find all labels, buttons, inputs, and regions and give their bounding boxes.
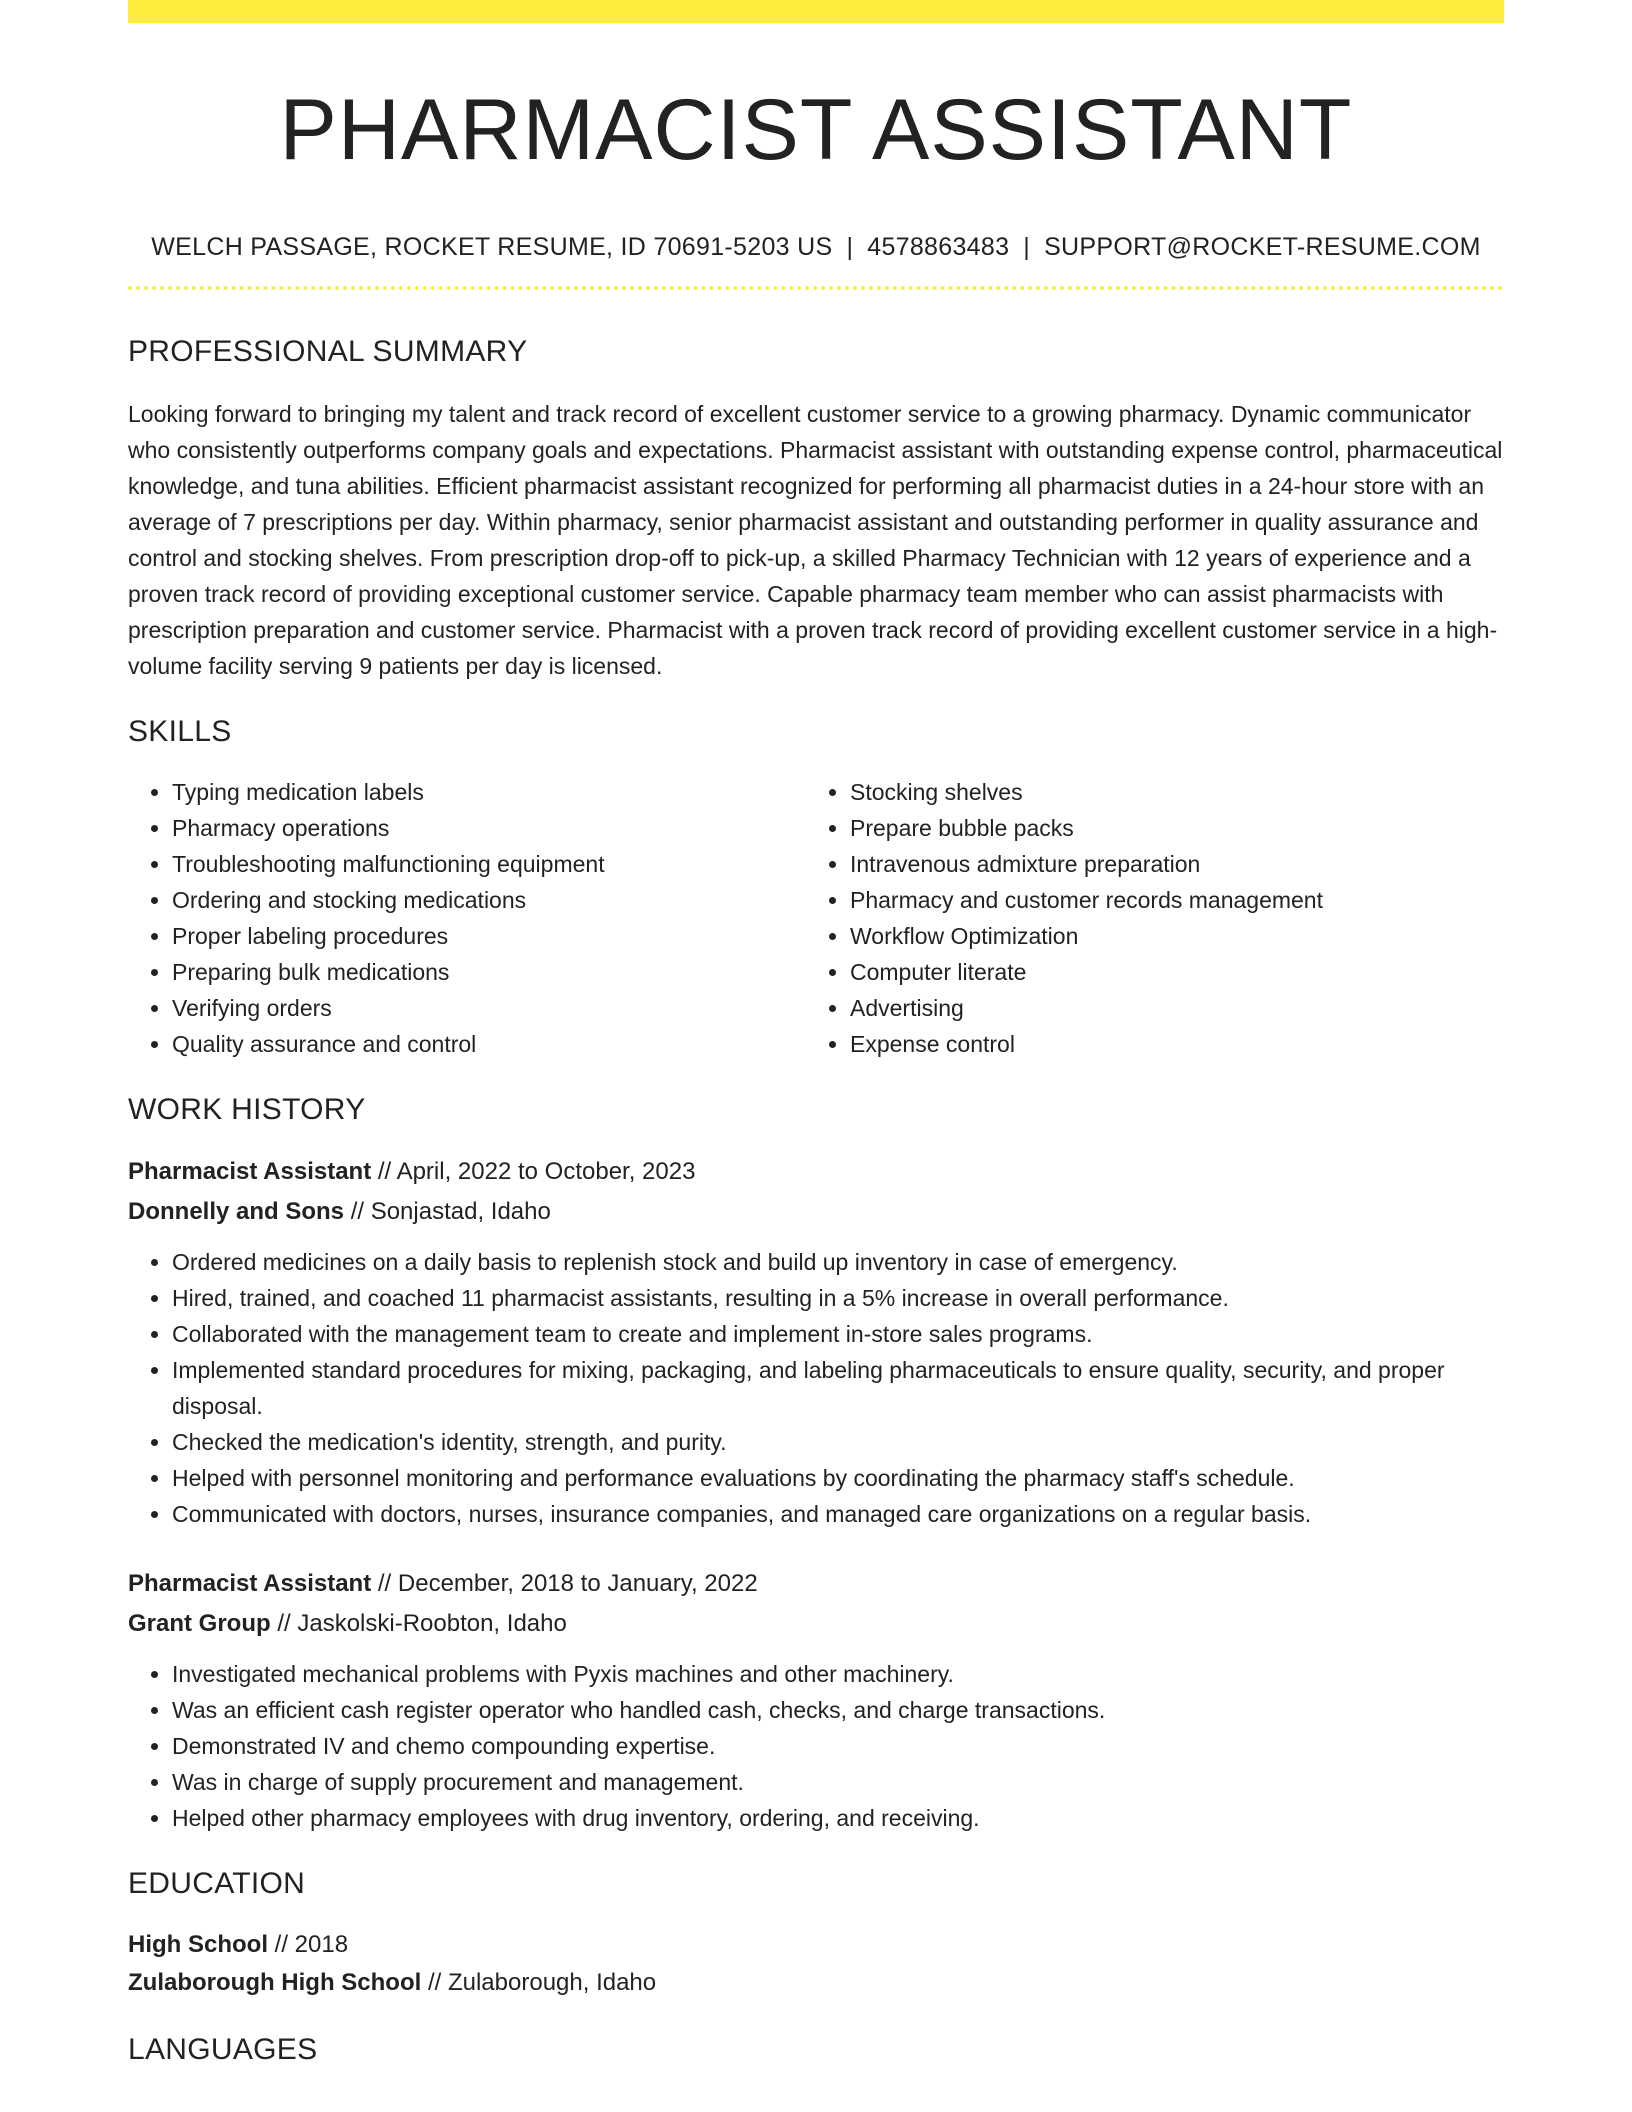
skill-item: • Pharmacy operations xyxy=(172,810,806,846)
skill-item: • Troubleshooting malfunctioning equipment xyxy=(172,846,806,882)
job-dates: // April, 2022 to October, 2023 xyxy=(371,1158,696,1185)
education-entry xyxy=(128,1926,1504,2002)
skills-column-left xyxy=(128,774,806,1062)
skills-heading: SKILLS xyxy=(128,715,232,748)
duty-item: • Ordered medicines on a daily basis to replenish stock and build up inventory in case of emergency. xyxy=(172,1244,1504,1280)
skill-item: • Intravenous admixture preparation xyxy=(850,846,1450,882)
skills-list xyxy=(128,774,1504,1062)
duty-item: • Checked the medication's identity, strength, and purity. xyxy=(172,1424,1504,1460)
job-location: // Jaskolski-Roobton, Idaho xyxy=(270,1610,567,1637)
job-duties-2 xyxy=(128,1656,1504,1836)
duty-item: • Communicated with doctors, nurses, insurance companies, and managed care organizations on a regular basis. xyxy=(172,1496,1504,1532)
summary-heading: PROFESSIONAL SUMMARY xyxy=(128,335,528,368)
skill-item: • Quality assurance and control xyxy=(172,1026,806,1062)
skill-item: • Proper labeling procedures xyxy=(172,918,806,954)
skills-column-right xyxy=(806,774,1450,1062)
contact-phone: 4578863483 xyxy=(867,233,1010,261)
skill-item: • Verifying orders xyxy=(172,990,806,1026)
skill-item: • Preparing bulk medications xyxy=(172,954,806,990)
job-role: Pharmacist Assistant xyxy=(128,1570,372,1597)
skill-item: • Pharmacy and customer records management xyxy=(850,882,1450,918)
work-history-heading: WORK HISTORY xyxy=(128,1093,366,1126)
skill-item: • Ordering and stocking medications xyxy=(172,882,806,918)
education-degree: High School xyxy=(128,1931,268,1958)
education-school: Zulaborough High School xyxy=(128,1969,422,1996)
skill-item: • Advertising xyxy=(850,990,1450,1026)
contact-separator: | xyxy=(846,233,854,261)
job-dates: // December, 2018 to January, 2022 xyxy=(371,1570,758,1597)
contact-address: WELCH PASSAGE, ROCKET RESUME, ID 70691-5203 US xyxy=(151,233,833,261)
languages-heading: LANGUAGES xyxy=(128,2033,318,2066)
contact-separator: | xyxy=(1023,233,1031,261)
resume-page xyxy=(128,0,1504,2068)
duty-item: • Investigated mechanical problems with Pyxis machines and other machinery. xyxy=(172,1656,1504,1692)
job-entry-1-header xyxy=(128,1152,1504,1232)
duty-item: • Collaborated with the management team to create and implement in-store sales programs. xyxy=(172,1316,1504,1352)
summary-text: Looking forward to bringing my talent and track record of excellent customer service to a growing pharmacy. Dynamic communicator who consistently outperforms company goals and expectations. Pharmacist assistant with outstanding expense control, pharmaceutical knowledge, and tuna abilities. Efficient pharmacist assistant recognized for performing all pharmacist duties in a 24-hour store with an average of 7 prescriptions per day. Within pharmacy, senior pharmacist assistant and outstanding performer in quality assurance and control and stocking shelves. From prescription drop-off to pick-up, a skilled Pharmacy Technician with 12 years of experience and a proven track record of providing exceptional customer service. Capable pharmacy team member who can assist pharmacists with prescription preparation and customer service. Pharmacist with a proven track record of providing excellent customer service in a high-volume facility serving 9 patients per day is licensed. xyxy=(128,401,1503,679)
contact-line xyxy=(128,232,1504,262)
job-company: Grant Group xyxy=(128,1610,271,1637)
dotted-divider xyxy=(128,286,1504,290)
education-degree-line xyxy=(128,1926,1504,1964)
skill-item: • Prepare bubble packs xyxy=(850,810,1450,846)
skill-item: • Workflow Optimization xyxy=(850,918,1450,954)
job-company: Donnelly and Sons xyxy=(128,1198,345,1225)
contact-email: SUPPORT@ROCKET-RESUME.COM xyxy=(1044,233,1481,261)
duty-item: • Helped with personnel monitoring and performance evaluations by coordinating the pharmacy staff's schedule. xyxy=(172,1460,1504,1496)
skill-item: • Expense control xyxy=(850,1026,1450,1062)
job-location: // Sonjastad, Idaho xyxy=(344,1198,551,1225)
duty-item: • Implemented standard procedures for mixing, packaging, and labeling pharmaceuticals to ensure quality, security, and proper disposal. xyxy=(172,1352,1504,1424)
job-duties-1 xyxy=(128,1244,1504,1532)
duty-item: • Demonstrated IV and chemo compounding expertise. xyxy=(172,1728,1504,1764)
education-school-line xyxy=(128,1964,1504,2002)
education-year: // 2018 xyxy=(268,1931,349,1958)
skill-item: • Stocking shelves xyxy=(850,774,1450,810)
resume-title: PHARMACIST ASSISTANT xyxy=(279,82,1353,178)
duty-item: • Was an efficient cash register operator who handled cash, checks, and charge transactions. xyxy=(172,1692,1504,1728)
duty-item: • Was in charge of supply procurement and management. xyxy=(172,1764,1504,1800)
top-accent-bar xyxy=(128,0,1504,23)
job-role: Pharmacist Assistant xyxy=(128,1158,372,1185)
job-company-line xyxy=(128,1604,1504,1644)
skill-item: • Computer literate xyxy=(850,954,1450,990)
education-location: // Zulaborough, Idaho xyxy=(421,1969,657,1996)
duty-item: • Helped other pharmacy employees with drug inventory, ordering, and receiving. xyxy=(172,1800,1504,1836)
job-entry-2-header xyxy=(128,1564,1504,1644)
skill-item: • Typing medication labels xyxy=(172,774,806,810)
job-role-line xyxy=(128,1564,1504,1604)
duty-item: • Hired, trained, and coached 11 pharmacist assistants, resulting in a 5% increase in overall performance. xyxy=(172,1280,1504,1316)
education-heading: EDUCATION xyxy=(128,1867,306,1900)
job-role-line xyxy=(128,1152,1504,1192)
job-company-line xyxy=(128,1192,1504,1232)
